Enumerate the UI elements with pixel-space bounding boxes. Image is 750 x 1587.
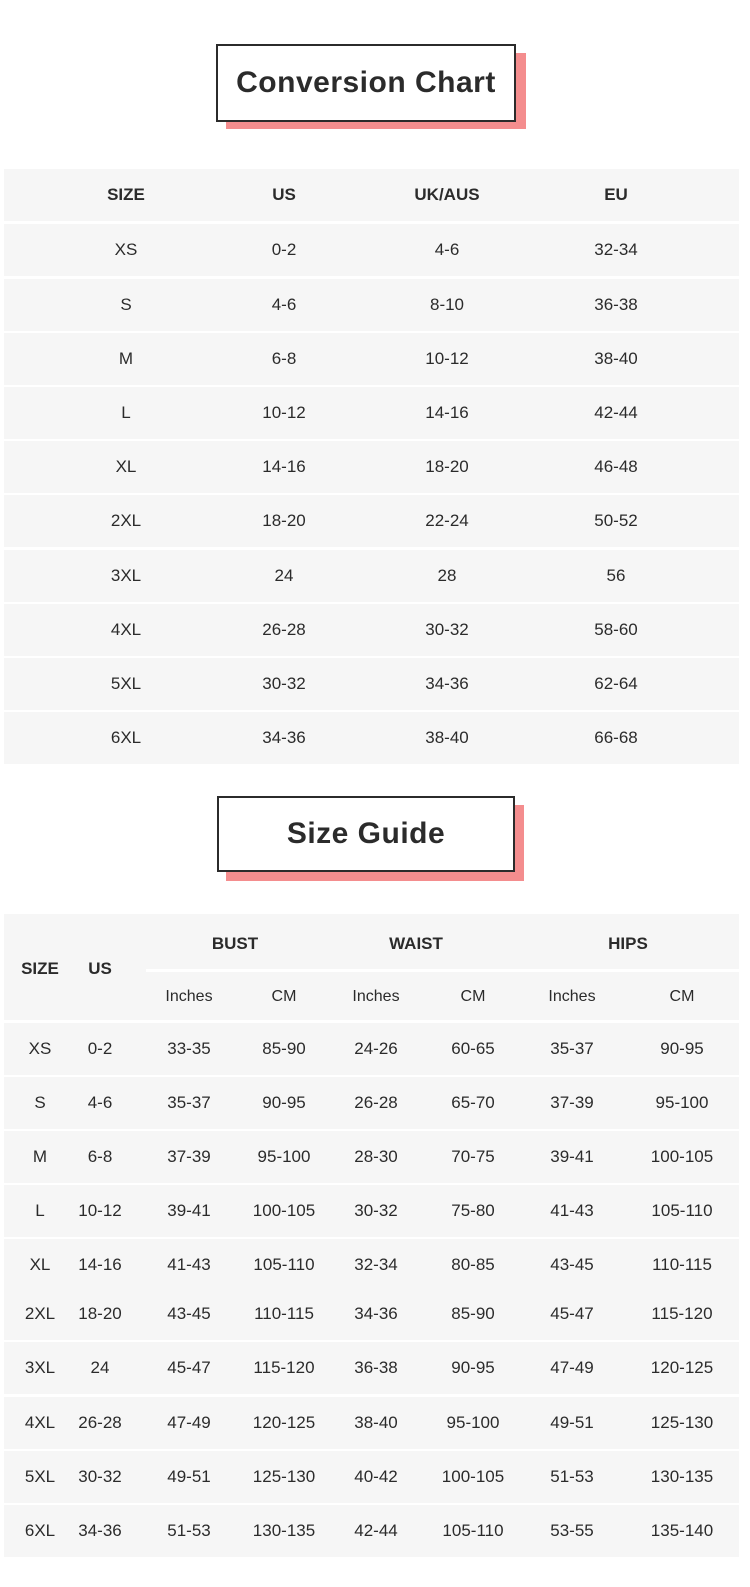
table-row <box>4 604 739 656</box>
cell-hips-cm: 125-130 <box>650 1413 714 1432</box>
cell-waist-cm: 85-90 <box>451 1304 495 1323</box>
cell-uk-aus: 30-32 <box>425 620 469 639</box>
cell-us: 14-16 <box>262 457 306 476</box>
cell-us: 34-36 <box>262 728 306 747</box>
cell-size: M <box>32 1147 48 1166</box>
cell-hips-inches: 53-55 <box>550 1521 594 1540</box>
cell-bust-cm: 115-120 <box>253 1358 315 1377</box>
cell-eu: 42-44 <box>594 403 638 422</box>
cell-us: 24 <box>274 566 294 585</box>
subheader-waist-inches: Inches <box>352 988 400 1005</box>
cell-uk-aus: 14-16 <box>425 403 469 422</box>
cell-bust-cm: 100-105 <box>252 1201 316 1220</box>
cell-us: 18-20 <box>262 511 306 530</box>
header-eu: EU <box>604 185 628 204</box>
cell-size: 3XL <box>24 1358 56 1377</box>
cell-us: 4-6 <box>87 1093 113 1112</box>
cell-eu: 58-60 <box>594 620 638 639</box>
cell-us: 26-28 <box>262 620 306 639</box>
table-row <box>4 495 739 547</box>
table-row <box>4 224 739 276</box>
table-row <box>4 1239 739 1291</box>
cell-us: 0-2 <box>87 1039 113 1058</box>
cell-size: 5XL <box>24 1467 56 1486</box>
subheader-bust-inches: Inches <box>165 988 213 1005</box>
table-row <box>4 1288 739 1340</box>
cell-hips-inches: 49-51 <box>550 1413 594 1432</box>
size-guide-header <box>4 914 739 1020</box>
header-size: SIZE <box>21 959 59 978</box>
cell-waist-inches: 36-38 <box>354 1358 398 1377</box>
header-divider <box>146 969 739 972</box>
subheader-hips-cm: CM <box>669 988 695 1005</box>
conversion-header-row <box>4 169 739 221</box>
cell-waist-inches: 28-30 <box>354 1147 398 1166</box>
cell-hips-inches: 45-47 <box>550 1304 594 1323</box>
cell-bust-inches: 47-49 <box>167 1413 211 1432</box>
cell-hips-cm: 130-135 <box>650 1467 714 1486</box>
cell-waist-cm: 100-105 <box>441 1467 505 1486</box>
size-guide-title: Size Guide <box>217 796 515 872</box>
cell-waist-inches: 24-26 <box>354 1039 398 1058</box>
header-waist: WAIST <box>389 934 443 953</box>
cell-bust-cm: 130-135 <box>252 1521 316 1540</box>
cell-us: 10-12 <box>78 1201 122 1220</box>
cell-us: 10-12 <box>262 403 306 422</box>
cell-waist-cm: 80-85 <box>451 1255 495 1274</box>
cell-bust-cm: 125-130 <box>252 1467 316 1486</box>
subheader-waist-cm: CM <box>460 988 486 1005</box>
cell-waist-inches: 42-44 <box>354 1521 398 1540</box>
header-bust: BUST <box>211 934 259 953</box>
cell-us: 4-6 <box>271 295 297 314</box>
table-row <box>4 658 739 710</box>
table-row <box>4 1185 739 1237</box>
cell-size: 3XL <box>110 566 142 585</box>
cell-size: 2XL <box>24 1304 56 1323</box>
cell-us: 14-16 <box>78 1255 122 1274</box>
cell-waist-cm: 90-95 <box>451 1358 495 1377</box>
table-row <box>4 1131 739 1183</box>
table-row <box>4 333 739 385</box>
table-row <box>4 1342 739 1394</box>
cell-us: 6-8 <box>271 349 297 368</box>
cell-size: 6XL <box>110 728 142 747</box>
cell-uk-aus: 28 <box>437 566 457 585</box>
cell-hips-cm: 100-105 <box>650 1147 714 1166</box>
cell-us: 0-2 <box>271 240 297 259</box>
cell-size: 5XL <box>110 674 142 693</box>
cell-hips-inches: 35-37 <box>550 1039 594 1058</box>
table-row <box>4 387 739 439</box>
table-row <box>4 1077 739 1129</box>
cell-eu: 36-38 <box>594 295 638 314</box>
table-row <box>4 550 739 602</box>
cell-eu: 66-68 <box>594 728 638 747</box>
cell-hips-inches: 37-39 <box>550 1093 594 1112</box>
cell-bust-cm: 90-95 <box>262 1093 306 1112</box>
cell-waist-cm: 70-75 <box>451 1147 495 1166</box>
cell-waist-cm: 60-65 <box>451 1039 495 1058</box>
cell-size: L <box>121 403 131 422</box>
cell-waist-inches: 40-42 <box>354 1467 398 1486</box>
table-row <box>4 1397 739 1449</box>
cell-us: 30-32 <box>78 1467 122 1486</box>
cell-uk-aus: 10-12 <box>425 349 469 368</box>
table-row <box>4 1023 739 1075</box>
cell-size: S <box>34 1093 46 1112</box>
cell-hips-inches: 43-45 <box>550 1255 594 1274</box>
cell-size: 4XL <box>110 620 142 639</box>
cell-hips-inches: 51-53 <box>550 1467 594 1486</box>
header-us: US <box>272 185 296 204</box>
cell-bust-inches: 37-39 <box>167 1147 211 1166</box>
cell-hips-cm: 95-100 <box>655 1093 709 1112</box>
cell-bust-cm: 95-100 <box>257 1147 311 1166</box>
cell-bust-inches: 33-35 <box>167 1039 211 1058</box>
table-row <box>4 441 739 493</box>
subheader-hips-inches: Inches <box>548 988 596 1005</box>
cell-size: L <box>35 1201 45 1220</box>
cell-bust-inches: 35-37 <box>167 1093 211 1112</box>
cell-uk-aus: 34-36 <box>425 674 469 693</box>
cell-size: M <box>118 349 134 368</box>
cell-size: XL <box>115 457 137 476</box>
cell-size: 2XL <box>110 511 142 530</box>
header-uk-aus: UK/AUS <box>414 185 480 204</box>
cell-hips-cm: 115-120 <box>651 1304 713 1323</box>
cell-bust-inches: 41-43 <box>167 1255 211 1274</box>
cell-waist-cm: 95-100 <box>446 1413 500 1432</box>
cell-eu: 56 <box>606 566 626 585</box>
subheader-bust-cm: CM <box>271 988 297 1005</box>
cell-bust-inches: 51-53 <box>167 1521 211 1540</box>
cell-hips-cm: 120-125 <box>650 1358 714 1377</box>
cell-eu: 32-34 <box>594 240 638 259</box>
cell-hips-inches: 47-49 <box>550 1358 594 1377</box>
cell-bust-inches: 45-47 <box>167 1358 211 1377</box>
cell-bust-cm: 120-125 <box>252 1413 316 1432</box>
cell-waist-inches: 26-28 <box>354 1093 398 1112</box>
cell-hips-cm: 90-95 <box>660 1039 704 1058</box>
cell-eu: 50-52 <box>594 511 638 530</box>
cell-uk-aus: 22-24 <box>425 511 469 530</box>
cell-size: 6XL <box>24 1521 56 1540</box>
cell-uk-aus: 8-10 <box>429 295 465 314</box>
table-row <box>4 712 739 764</box>
cell-us: 30-32 <box>262 674 306 693</box>
cell-size: XS <box>28 1039 52 1058</box>
cell-us: 6-8 <box>87 1147 113 1166</box>
cell-waist-cm: 65-70 <box>451 1093 495 1112</box>
cell-size: S <box>120 295 132 314</box>
cell-bust-inches: 49-51 <box>167 1467 211 1486</box>
cell-bust-inches: 39-41 <box>167 1201 211 1220</box>
cell-bust-cm: 110-115 <box>254 1304 314 1323</box>
cell-uk-aus: 18-20 <box>425 457 469 476</box>
cell-uk-aus: 38-40 <box>425 728 469 747</box>
header-hips: HIPS <box>608 934 648 953</box>
cell-us: 26-28 <box>78 1413 122 1432</box>
cell-us: 34-36 <box>78 1521 122 1540</box>
cell-size: XL <box>29 1255 51 1274</box>
cell-bust-inches: 43-45 <box>167 1304 211 1323</box>
cell-waist-cm: 75-80 <box>451 1201 495 1220</box>
conversion-title: Conversion Chart <box>216 44 516 122</box>
cell-hips-inches: 39-41 <box>550 1147 594 1166</box>
cell-us: 24 <box>90 1358 110 1377</box>
cell-hips-cm: 105-110 <box>651 1201 713 1220</box>
table-row <box>4 279 739 331</box>
cell-hips-cm: 135-140 <box>650 1521 714 1540</box>
cell-waist-cm: 105-110 <box>442 1521 504 1540</box>
cell-bust-cm: 85-90 <box>262 1039 306 1058</box>
cell-uk-aus: 4-6 <box>434 240 460 259</box>
conversion-table <box>4 169 739 764</box>
cell-eu: 38-40 <box>594 349 638 368</box>
header-size: SIZE <box>107 185 145 204</box>
cell-bust-cm: 105-110 <box>253 1255 315 1274</box>
cell-hips-inches: 41-43 <box>550 1201 594 1220</box>
cell-size: XS <box>114 240 138 259</box>
header-us: US <box>88 959 112 978</box>
size-guide-table <box>4 914 739 1559</box>
cell-eu: 62-64 <box>594 674 638 693</box>
cell-size: 4XL <box>24 1413 56 1432</box>
cell-waist-inches: 30-32 <box>354 1201 398 1220</box>
cell-waist-inches: 38-40 <box>354 1413 398 1432</box>
cell-waist-inches: 32-34 <box>354 1255 398 1274</box>
table-row <box>4 1451 739 1503</box>
cell-us: 18-20 <box>78 1304 122 1323</box>
cell-eu: 46-48 <box>594 457 638 476</box>
cell-waist-inches: 34-36 <box>354 1304 398 1323</box>
table-row <box>4 1505 739 1557</box>
cell-hips-cm: 110-115 <box>652 1255 712 1274</box>
